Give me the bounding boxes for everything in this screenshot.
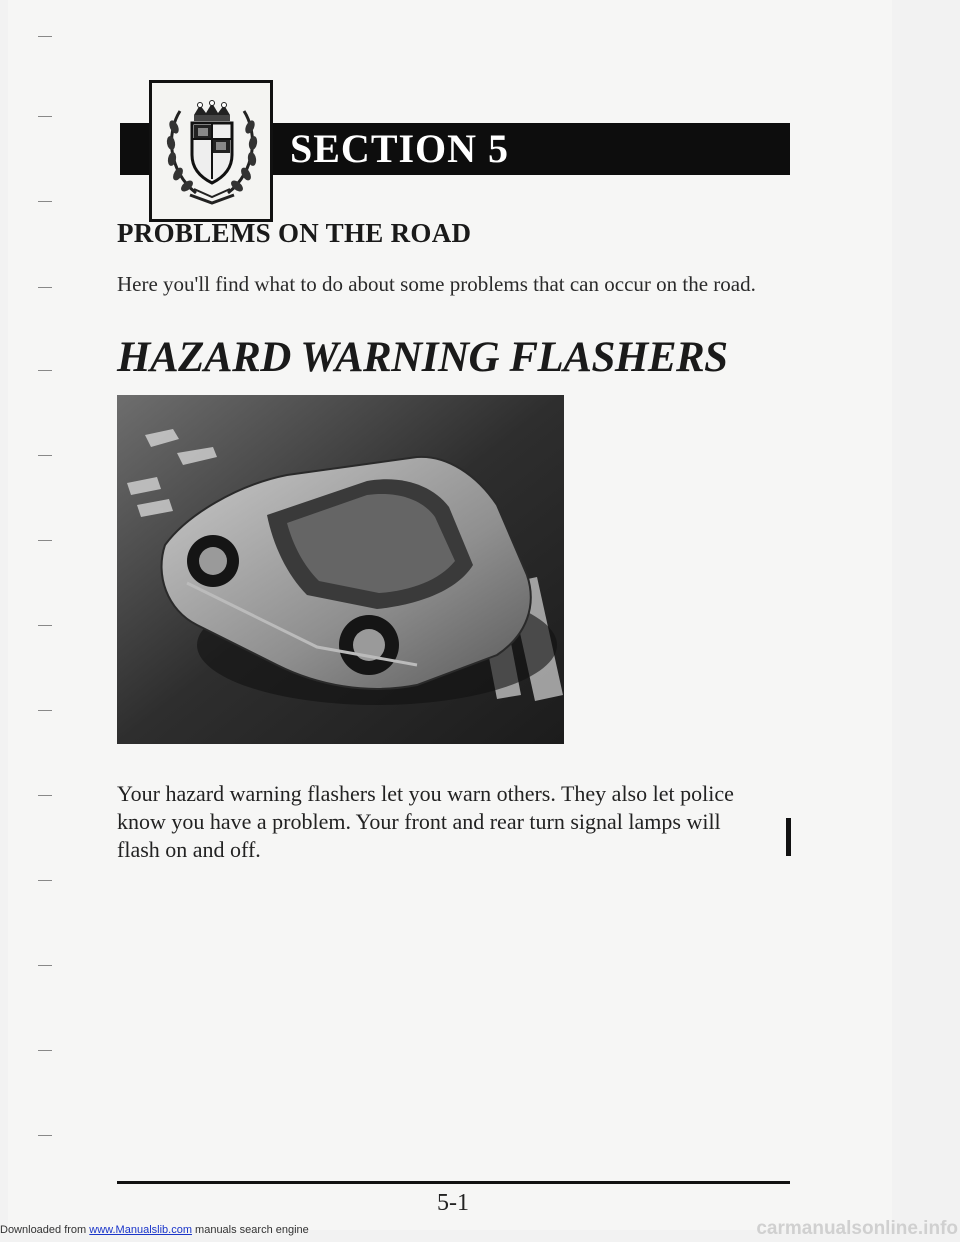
body-paragraph: Your hazard warning flashers let you warn others. They also let police know you have a problem. Your front and rear turn signal lamps will flash on and off. <box>117 781 734 862</box>
section-label: SECTION 5 <box>290 126 510 171</box>
revision-bar <box>786 818 791 856</box>
binding-margin <box>0 0 70 1242</box>
car-illustration <box>117 395 564 744</box>
footer-rule <box>117 1181 790 1184</box>
page-number: 5-1 <box>437 1190 469 1216</box>
cadillac-crest-icon <box>149 80 273 222</box>
download-prefix: Downloaded from <box>0 1224 90 1236</box>
page-heading: PROBLEMS ON THE ROAD <box>117 218 472 248</box>
download-suffix: manuals search engine <box>191 1224 309 1236</box>
manualslib-link[interactable]: www.Manualslib.com <box>89 1224 192 1236</box>
watermark: carmanualsonline.info <box>756 1218 958 1239</box>
download-note <box>0 1224 309 1236</box>
section-title: HAZARD WARNING FLASHERS <box>117 334 728 381</box>
intro-paragraph: Here you'll find what to do about some problems that can occur on the road. <box>117 272 756 296</box>
